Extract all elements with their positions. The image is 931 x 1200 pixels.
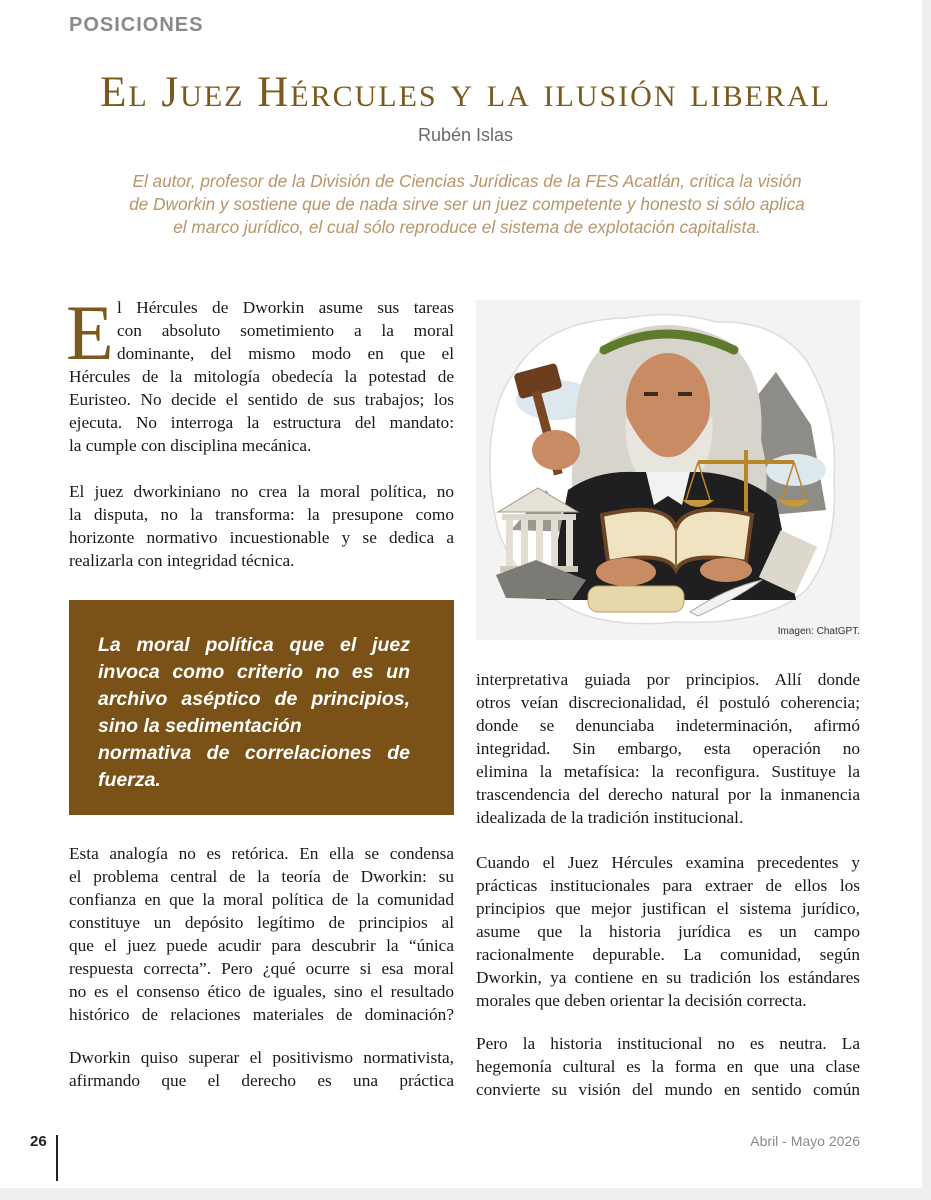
body-line: principios que mejor justifican el sistema jurídico,: [476, 899, 860, 918]
pull-quote-line: sino la sedimentación: [98, 715, 302, 737]
pull-quote-line: normativa de correlaciones de: [98, 742, 410, 764]
body-line: constituye un depósito legítimo de principios al: [69, 913, 454, 932]
pull-quote-line: fuerza.: [98, 769, 161, 791]
body-line: l Hércules de Dworkin asume sus tareas: [117, 298, 454, 317]
body-line: el problema central de la teoría de Dworkin: su: [69, 867, 454, 886]
footer-divider: [56, 1135, 58, 1181]
body-line: integridad. Sin embargo, esta operación no: [476, 739, 860, 758]
lead-line: El autor, profesor de la División de Ciencias Jurídicas de la FES Acatlán, critica la visión: [132, 171, 802, 191]
body-line: Cuando el Juez Hércules examina precedentes y: [476, 853, 860, 872]
image-credit: Imagen: ChatGPT.: [777, 626, 860, 637]
body-line: Dworkin, ya contiene en su tradición los estándares: [476, 968, 860, 987]
body-line: asume que la historia jurídica es un campo: [476, 922, 860, 941]
body-line: Hércules de la mitología obedecía la potestad de: [69, 367, 454, 386]
body-line: racionalmente depurable. La comunidad, según: [476, 945, 860, 964]
body-line: realizarla con integridad técnica.: [69, 551, 295, 570]
lead-line: de Dworkin y sostiene que de nada sirve ser un juez competente y honesto si sólo aplica: [129, 194, 805, 214]
pull-quote-line: archivo aséptico de principios,: [98, 688, 410, 710]
body-line: la disputa, no la transforma: la presupone como: [69, 505, 454, 524]
body-line: prácticas institucionales para extraer de ellos los: [476, 876, 860, 895]
body-line: Pero la historia institucional no es neutra. La: [476, 1034, 860, 1053]
body-line: interpretativa guiada por principios. Allí donde: [476, 670, 860, 689]
body-line: no es el consenso ético de iguales, sino el resultado: [69, 982, 454, 1001]
body-line: elimina la metafísica: la reconfigura. Sustituye la: [476, 762, 860, 781]
pull-quote-line: invoca como criterio no es un: [98, 661, 410, 683]
body-line: hegemonía cultural es la forma en que una clase: [476, 1057, 860, 1076]
body-line: horizonte normativo incuestionable y se dedica a: [69, 528, 454, 547]
body-line: histórico de relaciones materiales de dominación?: [69, 1005, 454, 1024]
body-line: con absoluto sometimiento a la moral: [117, 321, 454, 340]
body-line: morales que deben orientar la decisión correcta.: [476, 991, 807, 1010]
section-label: POSICIONES: [69, 14, 204, 36]
body-line: ejecuta. No interroga la estructura del mandato:: [69, 413, 454, 432]
body-line: El juez dworkiniano no crea la moral política, no: [69, 482, 454, 501]
article-lead: [72, 170, 862, 239]
body-line: Esta analogía no es retórica. En ella se condensa: [69, 844, 454, 863]
article-title: El Juez Hércules y la ilusión liberal: [100, 69, 831, 116]
body-line: idealizada de la tradición institucional.: [476, 808, 744, 827]
body-line: convierte su visión del mundo en sentido común: [476, 1080, 860, 1099]
body-line: dominante, del mismo modo en que el: [117, 344, 454, 363]
body-line: Dworkin quiso superar el positivismo normativista,: [69, 1048, 454, 1067]
article-author: Rubén Islas: [417, 125, 514, 145]
body-line: otros veían discrecionalidad, él postuló coherencia;: [476, 693, 860, 712]
body-line: la cumple con disciplina mecánica.: [69, 436, 312, 455]
judge-hercules-illustration: [476, 300, 860, 640]
body-line: confianza en que la moral política de la comunidad: [69, 890, 454, 909]
lead-line: el marco jurídico, el cual sólo reproduce el sistema de explotación capitalista.: [173, 217, 761, 237]
body-line: que el juez puede acudir para descubrir la “única: [69, 936, 454, 955]
pull-quote-line: La moral política que el juez: [98, 634, 410, 656]
body-line: trascendencia del derecho natural por la inmanencia: [476, 785, 860, 804]
pull-quote: [69, 600, 454, 815]
body-line: donde se denunciaba indeterminación, afirmó: [476, 716, 860, 735]
issue-date: Abril - Mayo 2026: [750, 1133, 860, 1149]
body-line: Euristeo. No decide el sentido de sus trabajos; los: [69, 390, 454, 409]
drop-cap: E: [66, 289, 114, 376]
body-line: afirmando que el derecho es una práctica: [69, 1071, 454, 1090]
body-line: respuesta correcta”. Pero ¿qué ocurre si esa moral: [69, 959, 454, 978]
page-number: 26: [30, 1133, 47, 1150]
